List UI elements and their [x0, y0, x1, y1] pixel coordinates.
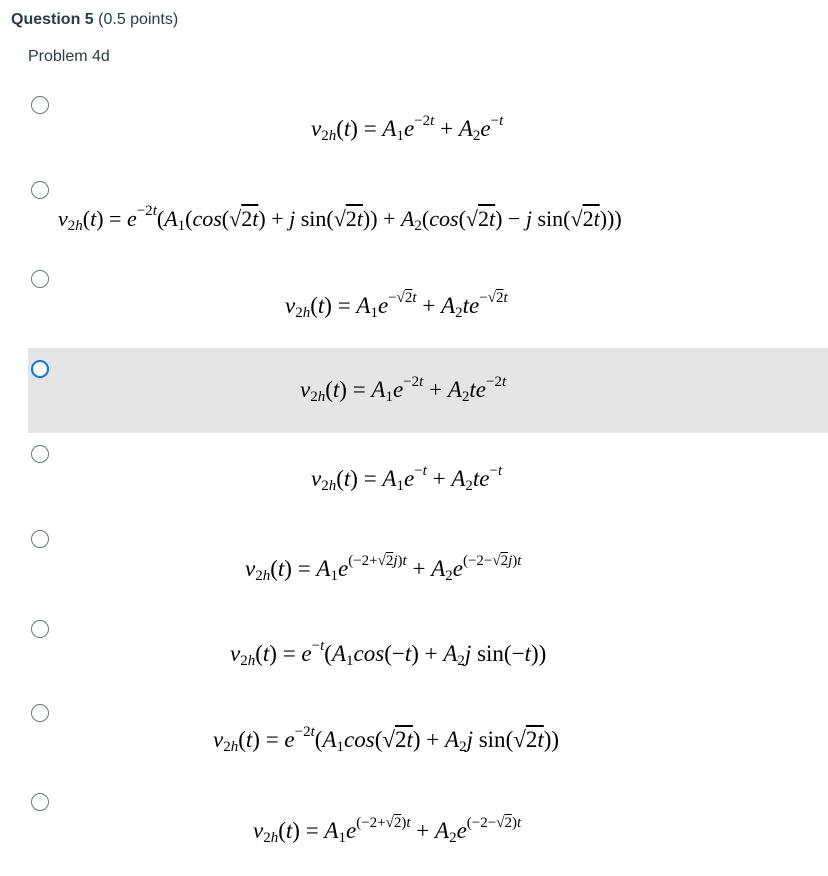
radio-button[interactable] — [31, 793, 49, 811]
option-equation: $v_{2h}(t) = e^{-t}(A_1\cos(-t) + A_2j$ sin(−t)) — [230, 638, 547, 669]
radio-button[interactable] — [31, 96, 49, 114]
option-equation: $v_{2h}(t) = A_1e^{-2t} + A_2te^{-2t}$ — [300, 374, 507, 405]
question-points: (0.5 points) — [98, 11, 179, 28]
answer-option[interactable] — [28, 613, 828, 700]
radio-button[interactable] — [31, 620, 49, 638]
answer-option-selected[interactable] — [28, 348, 828, 433]
option-equation: $v_{2h}(t) = e^{-2t}(A_1\cos(√2t) + A_2j$ sin(√2t)) — [213, 724, 560, 755]
option-equation: $v_{2h}(t) = A_1e^{(-2+√2)t} + A_2e^{(-2-√2)t}$ — [253, 815, 522, 846]
answer-option[interactable] — [28, 258, 828, 348]
question-header — [11, 11, 178, 29]
option-equation: $v_{2h}(t) = A_1e^{-t} + A_2te^{-t}$ — [311, 463, 503, 494]
answer-option[interactable] — [28, 173, 828, 258]
radio-button[interactable] — [31, 270, 49, 288]
answer-option[interactable] — [28, 520, 828, 613]
option-equation: $v_{2h}(t) = A_1e^{(-2+√2j)t} + A_2e^{(-2-√2j)t}$ — [245, 553, 522, 584]
option-equation: $v_{2h}(t) = A_1e^{-2t} + A_2e^{-t}$ — [311, 113, 504, 144]
answer-option[interactable] — [28, 433, 828, 520]
radio-button[interactable] — [31, 181, 49, 199]
option-equation: $v_{2h}(t) = e^{-2t}(A_1(\cos(√2t) + j$ $\sin(√2t)) + A_2(\cos(√2t) - j$ sin(√2t))) — [58, 203, 622, 234]
option-equation: $v_{2h}(t) = A_1e^{-√2t} + A_2te^{-√2t}$ — [285, 290, 508, 321]
question-text: Problem 4d — [28, 48, 110, 65]
answer-option[interactable] — [28, 700, 828, 785]
answer-option[interactable] — [28, 88, 828, 173]
radio-button[interactable] — [31, 704, 49, 722]
answer-option[interactable] — [28, 785, 828, 876]
radio-button[interactable] — [31, 360, 49, 378]
question-title: Question 5 — [11, 11, 94, 28]
radio-button[interactable] — [31, 445, 49, 463]
radio-button[interactable] — [31, 530, 49, 548]
